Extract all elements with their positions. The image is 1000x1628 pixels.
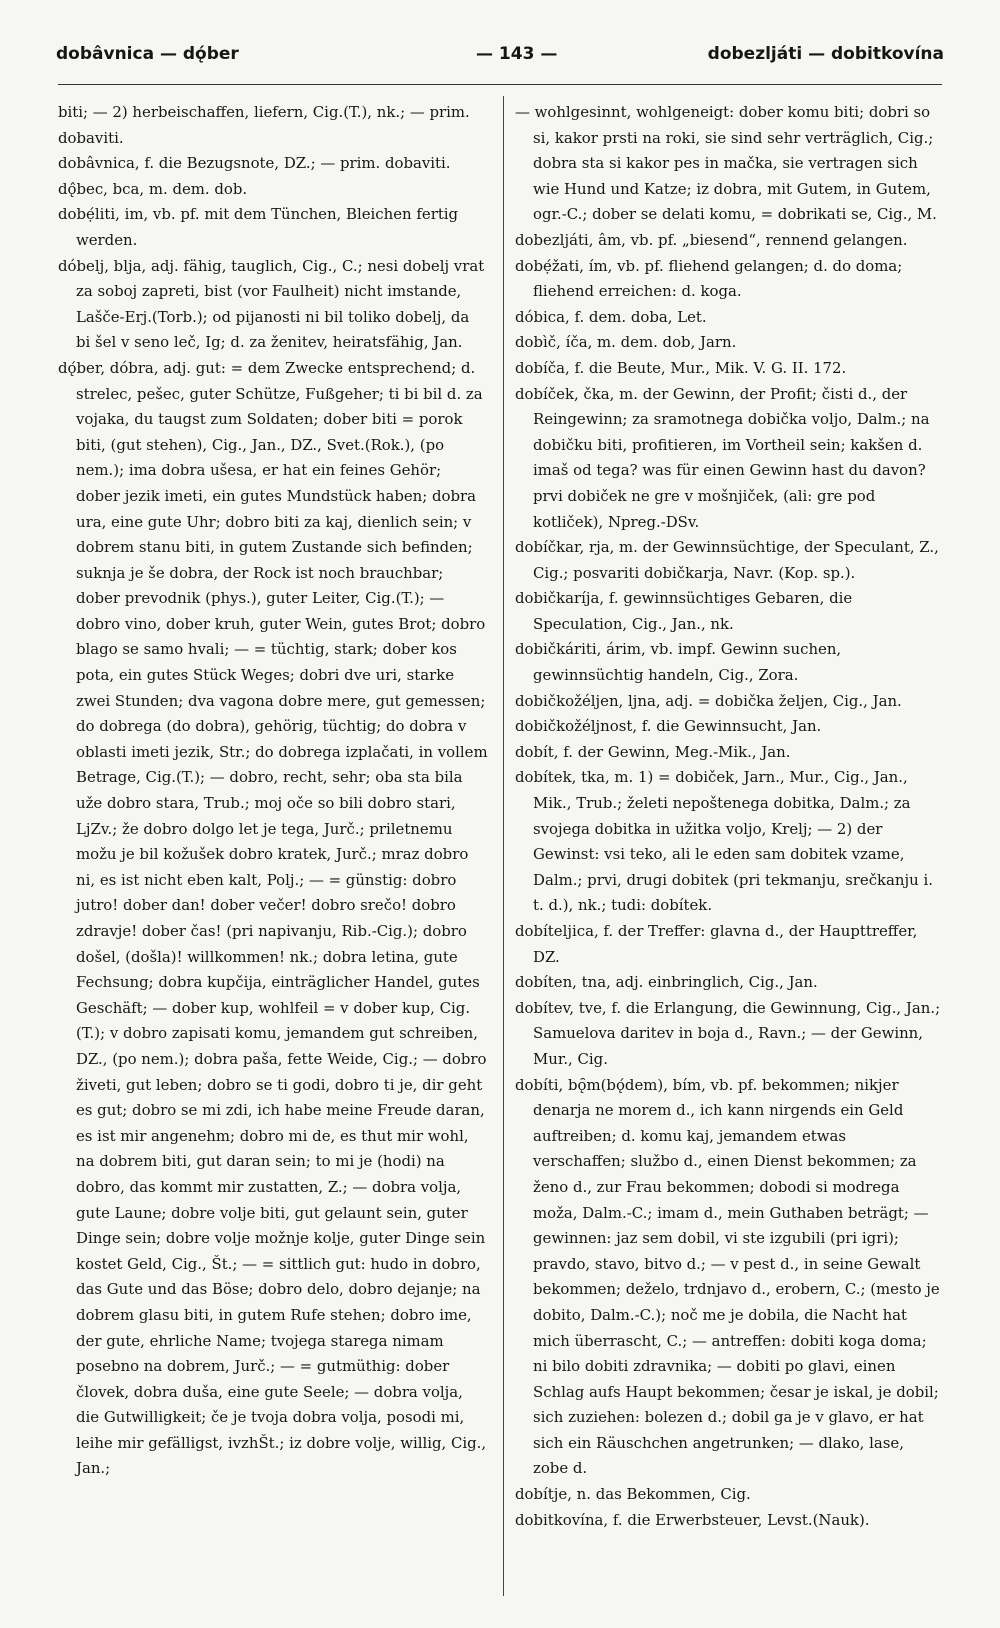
header-right-guide-words: dobezljáti — dobitkovína [707, 44, 944, 64]
dictionary-entry: dobítje, n. das Bekommen, Cig. [515, 1485, 751, 1504]
dictionary-entry: biti; — 2) herbeischaffen, liefern, Cig.(T.), nk.; — prim. dobaviti. [58, 103, 470, 147]
dictionary-entry: dóbica, f. dem. doba, Let. [515, 307, 707, 326]
dictionary-entry: dobičkožéljen, ljna, adj. = dobička željen, Cig., Jan. [515, 691, 902, 710]
dictionary-entry: dobâvnica, f. die Bezugsnote, DZ.; — prim. dobaviti. [58, 154, 451, 173]
dictionary-entry: dóbelj, blja, adj. fähig, tauglich, Cig., C.; nesi dobelj vrat za soboj zapreti, bist (vor Faulheit) nicht imstande, Lašče-Erj.(Torb.); od pijanosti ni bil toliko dobelj, da bi šel v seno leč, Ig; d. za ženitev, heiratsfähig, Jan. [58, 256, 485, 352]
dictionary-entry: dǫ́ber, dóbra, adj. gut: = dem Zwecke entsprechend; d. strelec, pešec, guter Schütze, Fußgeher; ti bi bil d. za vojaka, du taugst zum Soldaten; dober biti = porok biti, (gut stehen), Cig., Jan., DZ., Svet.(Rok.), (po nem.); ima dobra ušesa, er hat ein feines Gehör; dober jezik imeti, ein gutes Mundstück haben; dobra ura, eine gute Uhr; dobro biti za kaj, dienlich sein; v dobrem stanu biti, in gutem Zustande sich befinden; suknja je še dobra, der Rock ist noch brauchbar; dober prevodnik (phys.), guter Leiter, Cig.(T.); — dobro vino, dober kruh, guter Wein, gutes Brot; dobro blago se samo hvali; — = tüchtig, stark; dober kos pota, ein gutes Stück Weges; dobri dve uri, starke zwei Stunden; dva vagona dobre mere, gut gemessen; do dobrega (do dobra), gehörig, tüchtig; do dobra v oblasti imeti jezik, Str.; do dobrega izplačati, in vollem Betrage, Cig.(T.); — dobro, recht, sehr; oba sta bila uže dobro stara, Trub.; moj oče so bili dobro stari, LjZv.; že dobro dolgo let je tega, Jurč.; priletnemu možu je bil kožušek dobro kratek, Jurč.; mraz dobro ni, es ist nicht eben kalt, Polj.; — = günstig: dobro jutro! dober dan! dober večer! dobro srečo! dobro zdravje! dober čas! (pri napivanju, Rib.-Cig.); dobro došel, (došla)! willkommen! nk.; dobra letina, gute Fechsung; dobra kupčija, einträglicher Handel, gutes Geschäft; — dober kup, wohlfeil = v dober kup, Cig. (T.); v dobro zapisati komu, jemandem gut schreiben, DZ., (po nem.); dobra paša, fette Weide, Cig.; — dobro živeti, gut leben; dobro se ti godi, dobro ti je, dir geht es gut; dobro se mi zdi, ich habe meine Freude daran, es ist mir angenehm; dobro mi de, es thut mir wohl, na dobrem biti, gut daran sein; to mi je (hodi) na dobro, das kommt mir zustatten, Z.; — dobra volja, gute Laune; dobre volje biti, gut gelaunt sein, guter Dinge sein; dobre volje možnje kolje, guter Dinge sein kostet Geld, Cig., Št.; — = sittlich gut: hudo in dobro, das Gute und das Böse; dobro delo, dobro dejanje; na dobrem glasu biti, in gutem Rufe stehen; dobro ime, der gute, ehrliche Name; tvojega starega nimam posebno na dobrem, Jurč.; — = gutmüthig: dober človek, dobra duša, eine gute Seele; — dobra volja, die Gutwilligkeit; če je tvoja dobra volja, posodi mi, leihe mir gefälligst, ivzhŠt.; iz dobre volje, willig, Cig., Jan.; [58, 358, 488, 1478]
running-head [56, 44, 944, 74]
dictionary-entry: dǫ̂bec, bca, m. dem. dob. [58, 179, 248, 198]
dictionary-entry: dobičkaríja, f. gewinnsüchtiges Gebaren, die Speculation, Cig., Jan., nk. [515, 589, 853, 633]
dictionary-entry: dobẹ́žati, ím, vb. pf. fliehend gelangen; d. do doma; fliehend erreichen: d. koga. [515, 256, 903, 301]
page-number: — 143 — [476, 44, 558, 64]
dictionary-entry: dobẹ́liti, im, vb. pf. mit dem Tünchen, Bleichen fertig werden. [58, 205, 459, 249]
dictionary-entry: dobítev, tve, f. die Erlangung, die Gewinnung, Cig., Jan.; Samuelova daritev in boja d., Ravn.; — der Gewinn, Mur., Cig. [515, 998, 941, 1068]
dictionary-entry: dobíteljica, f. der Treffer: glavna d., der Haupttreffer, DZ. [515, 922, 918, 966]
header-rule [58, 84, 942, 85]
dictionary-entry: dobíten, tna, adj. einbringlich, Cig., Jan. [515, 973, 818, 992]
dictionary-entry: dobitkovína, f. die Erwerbsteuer, Levst.(Nauk). [515, 1510, 870, 1529]
dictionary-entry: dobičkožéljnost, f. die Gewinnsucht, Jan. [515, 717, 822, 736]
dictionary-entry: dobičkáriti, árim, vb. impf. Gewinn suchen, gewinnsüchtig handeln, Cig., Zora. [515, 640, 842, 685]
right-column [515, 100, 943, 1533]
dictionary-entry: dobìč, íča, m. dem. dob, Jarn. [515, 333, 737, 352]
dictionary-entry: dobít, f. der Gewinn, Meg.-Mik., Jan. [515, 742, 791, 761]
column-divider [503, 96, 504, 1596]
left-column [58, 100, 488, 1482]
dictionary-entry: dobíčkar, rja, m. der Gewinnsüchtige, der Speculant, Z., Cig.; posvariti dobičkarja, Navr. (Kop. sp.). [515, 538, 939, 582]
dictionary-entry: dobezljáti, âm, vb. pf. „biesend“, rennend gelangen. [515, 230, 908, 249]
dictionary-entry: — wohlgesinnt, wohlgeneigt: dober komu biti; dobri so si, kakor prsti na roki, sie sind sehr verträglich, Cig.; dobra sta si kakor pes in mačka, sie vertragen sich wie Hund und Katze; iz dobra, mit Gutem, in Gutem, ogr.-C.; dober se delati komu, = dobrikati se, Cig., M. [515, 103, 937, 224]
dictionary-entry: dobíča, f. die Beute, Mur., Mik. V. G. II. 172. [515, 358, 847, 377]
dictionary-entry: dobítek, tka, m. 1) = dobiček, Jarn., Mur., Cig., Jan., Mik., Trub.; želeti nepoštenega dobitka, Dalm.; za svojega dobitka in užitka voljo, Krelj; — 2) der Gewinst: vsi teko, ali le eden sam dobitek vzame, Dalm.; prvi, drugi dobitek (pri tekmanju, srečkanju i. t. d.), nk.; tudi: dobítek. [515, 768, 933, 915]
dictionary-entry: dobíti, bǫ̑m(bǫ́dem), bím, vb. pf. bekommen; nikjer denarja ne morem d., ich kann nirgends ein Geld auftreiben; d. komu kaj, jemandem etwas verschaffen; službo d., einen Dienst bekommen; za ženo d., zur Frau bekommen; dobodi si modrega moža, Dalm.-C.; imam d., mein Guthaben beträgt; — gewinnen: jaz sem dobil, vi ste izgubili (pri igri); pravdo, stavo, bitvo d.; — v pest d., in seine Gewalt bekommen; deželo, trdnjavo d., erobern, C.; (mesto je dobito, Dalm.-C.); noč me je dobila, die Nacht hat mich überrascht, C.; — antreffen: dobiti koga doma; ni bilo dobiti zdravnika; — dobiti po glavi, einen Schlag aufs Haupt bekommen; česar je iskal, je dobil; sich zuziehen: bolezen d.; dobil ga je v glavo, er hat sich ein Räuschchen angetrunken; — dlako, lase, zobe d. [515, 1075, 940, 1478]
header-left-guide-words: dobâvnica — dǫ́ber [56, 44, 239, 64]
dictionary-entry: dobíček, čka, m. der Gewinn, der Profit; čisti d., der Reingewinn; za sramotnega dobička voljo, Dalm.; na dobičku biti, profitieren, im Vortheil sein; kakšen d. imaš od tega? was für einen Gewinn hast du davon? prvi dobiček ne gre v mošnjiček, (ali: gre pod kotliček), Npreg.-DSv. [515, 384, 930, 531]
